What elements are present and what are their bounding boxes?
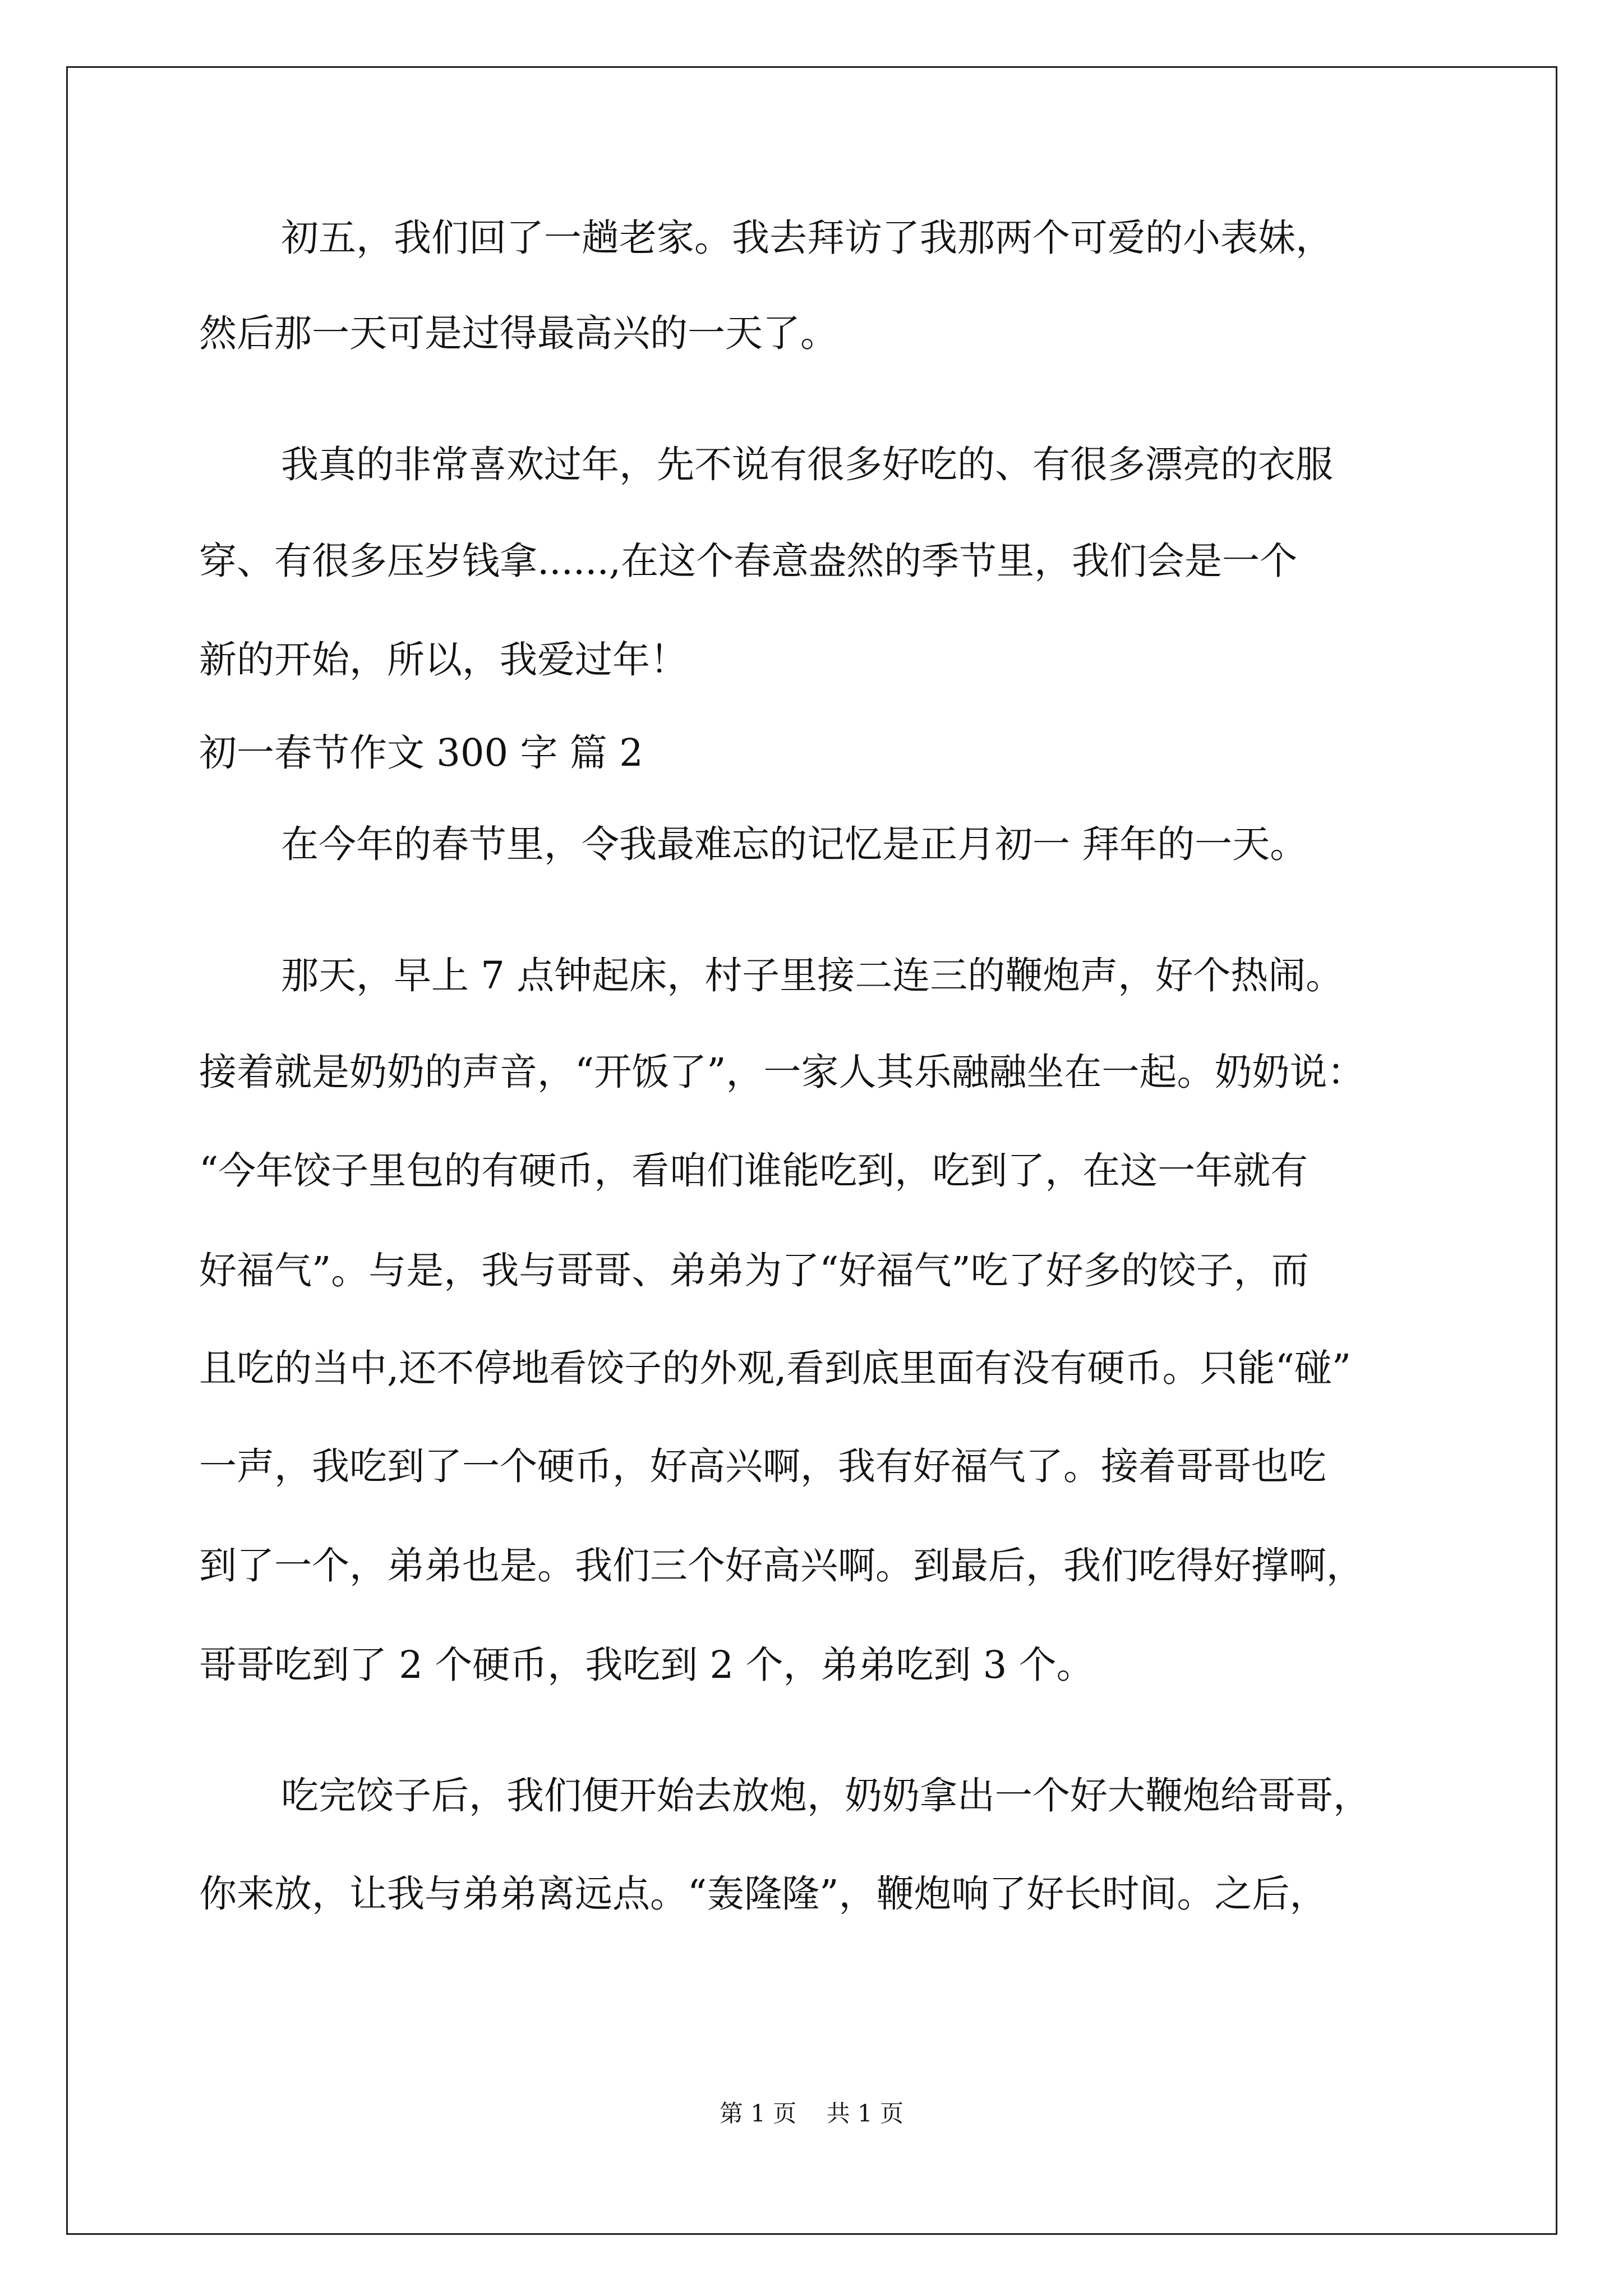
- paragraph-line: 好福气”。与是，我与哥哥、弟弟为了“好福气”吃了好多的饺子，而: [199, 1249, 1309, 1292]
- paragraph-line: 哥哥吃到了 2 个硬币，我吃到 2 个，弟弟吃到 3 个。: [199, 1643, 1094, 1687]
- paragraph-line: 初五，我们回了一趟老家。我去拜访了我那两个可爱的小表妹，: [281, 216, 1333, 260]
- paragraph-line: 在今年的春节里，令我最难忘的记忆是正月初一 拜年的一天。: [281, 822, 1308, 866]
- paragraph-line: 那天，早上 7 点钟起床，村子里接二连三的鞭炮声，好个热闹。: [281, 954, 1344, 997]
- paragraph-line: 一声，我吃到了一个硬币，好高兴啊，我有好福气了。接着哥哥也吃: [199, 1444, 1326, 1488]
- paragraph-line: 吃完饺子后，我们便开始去放炮，奶奶拿出一个好大鞭炮给哥哥，: [281, 1774, 1371, 1818]
- page-number-footer: 第 1 页 共 1 页: [719, 2100, 904, 2127]
- paragraph-line: 你来放，让我与弟弟离远点。“轰隆隆”，鞭炮响了好长时间。之后，: [199, 1872, 1327, 1916]
- paragraph-line: “今年饺子里包的有硬币，看咱们谁能吃到，吃到了，在这一年就有: [199, 1149, 1308, 1193]
- paragraph-line: 且吃的当中,还不停地看饺子的外观,看到底里面有没有硬币。只能“碰”: [199, 1346, 1352, 1390]
- paragraph-line: 接着就是奶奶的声音，“开饭了”，一家人其乐融融坐在一起。奶奶说：: [199, 1050, 1365, 1094]
- section-heading: 初一春节作文 300 字 篇 2: [199, 731, 643, 775]
- paragraph-line: 新的开始，所以，我爱过年！: [199, 638, 688, 682]
- paragraph-line: 然后那一天可是过得最高兴的一天了。: [199, 311, 838, 355]
- paragraph-line: 我真的非常喜欢过年，先不说有很多好吃的、有很多漂亮的衣服: [281, 443, 1333, 486]
- paragraph-line: 到了一个，弟弟也是。我们三个好高兴啊。到最后，我们吃得好撑啊，: [199, 1544, 1364, 1588]
- paragraph-line: 穿、有很多压岁钱拿......,在这个春意盎然的季节里，我们会是一个: [199, 539, 1298, 583]
